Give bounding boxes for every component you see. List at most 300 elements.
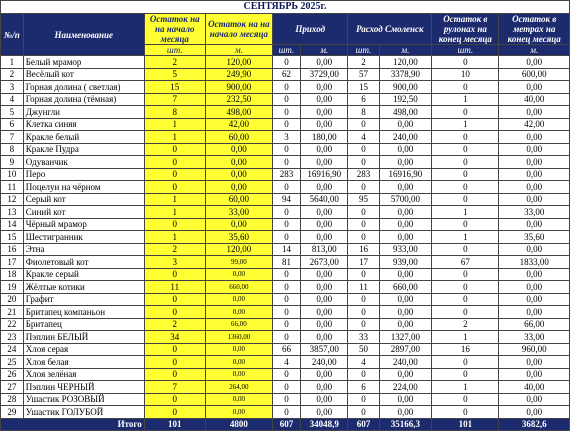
cell-name[interactable]: Горная долина ( светлая) <box>23 81 144 94</box>
cell-name[interactable]: Шестигранник <box>23 231 144 244</box>
cell-start-rolls[interactable]: 0 <box>144 293 205 306</box>
cell-income-m[interactable]: 180,00 <box>300 131 348 144</box>
cell-end-rolls[interactable]: 0 <box>432 81 499 94</box>
cell-expense-pcs[interactable]: 0 <box>348 318 379 331</box>
cell-end-rolls[interactable]: 0 <box>432 268 499 281</box>
cell-expense-pcs[interactable]: 0 <box>348 393 379 406</box>
cell-start-meters[interactable]: 0,00 <box>205 143 272 156</box>
cell-name[interactable]: Бритапец компаньон <box>23 306 144 319</box>
header-end-rolls[interactable]: Остаток в рулонах на конец месяца <box>432 14 499 45</box>
cell-end-rolls[interactable]: 2 <box>432 318 499 331</box>
cell-start-rolls[interactable]: 0 <box>144 143 205 156</box>
cell-expense-m[interactable]: 192,50 <box>379 93 432 106</box>
cell-income-pcs[interactable]: 0 <box>272 368 300 381</box>
totals-label[interactable]: Итого <box>1 418 145 431</box>
cell-start-rolls[interactable]: 7 <box>144 93 205 106</box>
cell-num[interactable]: 21 <box>1 306 24 319</box>
cell-expense-m[interactable]: 0,00 <box>379 393 432 406</box>
cell-end-meters[interactable]: 0,00 <box>499 106 570 119</box>
cell-start-rolls[interactable]: 2 <box>144 243 205 256</box>
cell-income-m[interactable]: 0,00 <box>300 81 348 94</box>
cell-end-rolls[interactable]: 0 <box>432 56 499 69</box>
cell-start-rolls[interactable]: 2 <box>144 318 205 331</box>
cell-income-pcs[interactable]: 81 <box>272 256 300 269</box>
cell-end-meters[interactable]: 0,00 <box>499 281 570 294</box>
cell-name[interactable]: Фиолетовый кот <box>23 256 144 269</box>
cell-expense-m[interactable]: 3378,90 <box>379 68 432 81</box>
cell-start-meters[interactable]: 42,00 <box>205 118 272 131</box>
cell-expense-m[interactable]: 5700,00 <box>379 193 432 206</box>
cell-income-m[interactable]: 0,00 <box>300 206 348 219</box>
cell-expense-pcs[interactable]: 0 <box>348 368 379 381</box>
cell-start-meters[interactable]: 264,00 <box>205 381 272 394</box>
cell-end-meters[interactable]: 0,00 <box>499 218 570 231</box>
cell-start-rolls[interactable]: 11 <box>144 281 205 294</box>
cell-num[interactable]: 17 <box>1 256 24 269</box>
cell-expense-pcs[interactable]: 0 <box>348 143 379 156</box>
cell-end-rolls[interactable]: 0 <box>432 168 499 181</box>
cell-income-m[interactable]: 0,00 <box>300 218 348 231</box>
cell-num[interactable]: 1 <box>1 56 24 69</box>
cell-expense-pcs[interactable]: 33 <box>348 331 379 344</box>
totals-emt[interactable]: 3682,6 <box>499 418 570 431</box>
totals-sm[interactable]: 4800 <box>205 418 272 431</box>
cell-end-rolls[interactable]: 0 <box>432 368 499 381</box>
cell-income-m[interactable]: 0,00 <box>300 293 348 306</box>
cell-end-meters[interactable]: 0,00 <box>499 243 570 256</box>
cell-income-m[interactable]: 16916,90 <box>300 168 348 181</box>
cell-income-pcs[interactable]: 0 <box>272 306 300 319</box>
cell-expense-m[interactable]: 240,00 <box>379 131 432 144</box>
cell-name[interactable]: Поцелуи на чёрном <box>23 181 144 194</box>
cell-income-m[interactable]: 0,00 <box>300 231 348 244</box>
cell-start-meters[interactable]: 120,00 <box>205 243 272 256</box>
cell-end-meters[interactable]: 0,00 <box>499 181 570 194</box>
cell-name[interactable]: Горная долина (тёмная) <box>23 93 144 106</box>
cell-num[interactable]: 24 <box>1 343 24 356</box>
cell-name[interactable]: Кракле Пудра <box>23 143 144 156</box>
cell-num[interactable]: 15 <box>1 231 24 244</box>
cell-end-meters[interactable]: 0,00 <box>499 368 570 381</box>
cell-expense-pcs[interactable]: 283 <box>348 168 379 181</box>
cell-income-m[interactable]: 0,00 <box>300 118 348 131</box>
cell-expense-m[interactable]: 0,00 <box>379 206 432 219</box>
cell-expense-pcs[interactable]: 8 <box>348 106 379 119</box>
cell-start-meters[interactable]: 0,00 <box>205 343 272 356</box>
cell-expense-m[interactable]: 1327,00 <box>379 331 432 344</box>
cell-start-rolls[interactable]: 34 <box>144 331 205 344</box>
cell-expense-m[interactable]: 0,00 <box>379 406 432 419</box>
cell-income-pcs[interactable]: 0 <box>272 93 300 106</box>
cell-income-pcs[interactable]: 0 <box>272 281 300 294</box>
cell-name[interactable]: Графит <box>23 293 144 306</box>
cell-income-m[interactable]: 5640,00 <box>300 193 348 206</box>
header-expense[interactable]: Расход Смоленск <box>348 14 432 45</box>
cell-start-meters[interactable]: 99,00 <box>205 256 272 269</box>
sub-expense-m[interactable]: м. <box>379 45 432 56</box>
cell-num[interactable]: 25 <box>1 356 24 369</box>
cell-name[interactable]: Этна <box>23 243 144 256</box>
cell-start-rolls[interactable]: 0 <box>144 356 205 369</box>
cell-end-rolls[interactable]: 0 <box>432 293 499 306</box>
cell-end-meters[interactable]: 0,00 <box>499 268 570 281</box>
cell-end-meters[interactable]: 0,00 <box>499 156 570 169</box>
cell-num[interactable]: 12 <box>1 193 24 206</box>
cell-expense-m[interactable]: 2897,00 <box>379 343 432 356</box>
cell-end-meters[interactable]: 0,00 <box>499 356 570 369</box>
cell-end-meters[interactable]: 40,00 <box>499 93 570 106</box>
cell-end-meters[interactable]: 1833,00 <box>499 256 570 269</box>
cell-expense-m[interactable]: 0,00 <box>379 143 432 156</box>
cell-start-meters[interactable]: 0,00 <box>205 218 272 231</box>
header-start-rolls[interactable]: Остаток на на начало месяца <box>144 14 205 45</box>
header-income[interactable]: Приход <box>272 14 348 45</box>
sub-income-pcs[interactable]: шт. <box>272 45 300 56</box>
cell-income-m[interactable]: 0,00 <box>300 393 348 406</box>
header-num[interactable]: №/п <box>1 14 24 56</box>
cell-start-rolls[interactable]: 3 <box>144 256 205 269</box>
cell-start-meters[interactable]: 1360,00 <box>205 331 272 344</box>
cell-start-meters[interactable]: 33,00 <box>205 206 272 219</box>
cell-end-meters[interactable]: 35,60 <box>499 231 570 244</box>
cell-num[interactable]: 14 <box>1 218 24 231</box>
cell-end-rolls[interactable]: 1 <box>432 206 499 219</box>
cell-name[interactable]: Хлоя зелёная <box>23 368 144 381</box>
cell-income-pcs[interactable]: 0 <box>272 293 300 306</box>
cell-start-meters[interactable]: 0,00 <box>205 406 272 419</box>
cell-name[interactable]: Хлоя белая <box>23 356 144 369</box>
cell-income-pcs[interactable]: 0 <box>272 381 300 394</box>
cell-end-rolls[interactable]: 0 <box>432 306 499 319</box>
cell-end-rolls[interactable]: 0 <box>432 281 499 294</box>
cell-income-m[interactable]: 813,00 <box>300 243 348 256</box>
cell-start-meters[interactable]: 249,90 <box>205 68 272 81</box>
cell-start-meters[interactable]: 0,00 <box>205 293 272 306</box>
cell-end-meters[interactable]: 42,00 <box>499 118 570 131</box>
cell-start-rolls[interactable]: 0 <box>144 368 205 381</box>
cell-end-rolls[interactable]: 0 <box>432 218 499 231</box>
cell-income-pcs[interactable]: 66 <box>272 343 300 356</box>
cell-income-pcs[interactable]: 0 <box>272 56 300 69</box>
cell-name[interactable]: Синий кот <box>23 206 144 219</box>
cell-start-rolls[interactable]: 0 <box>144 181 205 194</box>
cell-start-rolls[interactable]: 1 <box>144 206 205 219</box>
sub-end-rolls[interactable]: шт. <box>432 45 499 56</box>
cell-num[interactable]: 2 <box>1 68 24 81</box>
cell-start-meters[interactable]: 660,00 <box>205 281 272 294</box>
cell-expense-pcs[interactable]: 6 <box>348 381 379 394</box>
cell-expense-pcs[interactable]: 0 <box>348 181 379 194</box>
cell-num[interactable]: 13 <box>1 206 24 219</box>
cell-end-rolls[interactable]: 1 <box>432 231 499 244</box>
cell-expense-m[interactable]: 224,00 <box>379 381 432 394</box>
cell-expense-m[interactable]: 0,00 <box>379 318 432 331</box>
cell-income-m[interactable]: 240,00 <box>300 356 348 369</box>
cell-start-rolls[interactable]: 0 <box>144 406 205 419</box>
cell-name[interactable]: Серый кот <box>23 193 144 206</box>
cell-income-pcs[interactable]: 0 <box>272 318 300 331</box>
cell-num[interactable]: 8 <box>1 143 24 156</box>
cell-num[interactable]: 7 <box>1 131 24 144</box>
cell-num[interactable]: 3 <box>1 81 24 94</box>
totals-em[interactable]: 35166,3 <box>379 418 432 431</box>
cell-expense-pcs[interactable]: 16 <box>348 243 379 256</box>
cell-end-meters[interactable]: 40,00 <box>499 381 570 394</box>
header-name[interactable]: Наименование <box>23 14 144 56</box>
cell-num[interactable]: 19 <box>1 281 24 294</box>
cell-name[interactable]: Весёлый кот <box>23 68 144 81</box>
cell-expense-pcs[interactable]: 17 <box>348 256 379 269</box>
cell-income-m[interactable]: 0,00 <box>300 406 348 419</box>
cell-start-meters[interactable]: 498,00 <box>205 106 272 119</box>
cell-expense-pcs[interactable]: 57 <box>348 68 379 81</box>
cell-num[interactable]: 18 <box>1 268 24 281</box>
cell-start-meters[interactable]: 900,00 <box>205 81 272 94</box>
cell-start-rolls[interactable]: 0 <box>144 343 205 356</box>
cell-expense-m[interactable]: 0,00 <box>379 306 432 319</box>
cell-start-rolls[interactable]: 0 <box>144 218 205 231</box>
cell-start-meters[interactable]: 0,00 <box>205 268 272 281</box>
cell-income-pcs[interactable]: 0 <box>272 331 300 344</box>
cell-expense-pcs[interactable]: 0 <box>348 218 379 231</box>
totals-sr[interactable]: 101 <box>144 418 205 431</box>
cell-name[interactable]: Перо <box>23 168 144 181</box>
cell-start-meters[interactable]: 60,00 <box>205 193 272 206</box>
cell-start-meters[interactable]: 35,60 <box>205 231 272 244</box>
cell-income-m[interactable]: 0,00 <box>300 106 348 119</box>
cell-end-rolls[interactable]: 0 <box>432 193 499 206</box>
cell-income-m[interactable]: 0,00 <box>300 381 348 394</box>
cell-end-meters[interactable]: 0,00 <box>499 81 570 94</box>
cell-income-m[interactable]: 0,00 <box>300 156 348 169</box>
cell-expense-pcs[interactable]: 95 <box>348 193 379 206</box>
cell-expense-pcs[interactable]: 4 <box>348 131 379 144</box>
cell-expense-pcs[interactable]: 0 <box>348 406 379 419</box>
cell-income-m[interactable]: 2673,00 <box>300 256 348 269</box>
cell-income-pcs[interactable]: 283 <box>272 168 300 181</box>
cell-num[interactable]: 9 <box>1 156 24 169</box>
cell-start-rolls[interactable]: 5 <box>144 68 205 81</box>
cell-end-rolls[interactable]: 1 <box>432 381 499 394</box>
cell-end-rolls[interactable]: 0 <box>432 131 499 144</box>
cell-start-meters[interactable]: 0,00 <box>205 356 272 369</box>
cell-start-rolls[interactable]: 8 <box>144 106 205 119</box>
cell-income-pcs[interactable]: 14 <box>272 243 300 256</box>
cell-income-pcs[interactable]: 62 <box>272 68 300 81</box>
cell-end-rolls[interactable]: 1 <box>432 331 499 344</box>
cell-start-meters[interactable]: 0,00 <box>205 181 272 194</box>
header-end-meters[interactable]: Остаток в метрах на конец месяца <box>499 14 570 45</box>
cell-num[interactable]: 5 <box>1 106 24 119</box>
cell-end-meters[interactable]: 66,00 <box>499 318 570 331</box>
cell-name[interactable]: Одуванчик <box>23 156 144 169</box>
cell-expense-m[interactable]: 0,00 <box>379 181 432 194</box>
cell-income-pcs[interactable]: 0 <box>272 393 300 406</box>
sub-start-meters[interactable]: м. <box>205 45 272 56</box>
cell-income-m[interactable]: 0,00 <box>300 318 348 331</box>
cell-start-rolls[interactable]: 0 <box>144 168 205 181</box>
cell-income-m[interactable]: 3857,00 <box>300 343 348 356</box>
cell-start-rolls[interactable]: 1 <box>144 118 205 131</box>
cell-num[interactable]: 22 <box>1 318 24 331</box>
cell-start-rolls[interactable]: 2 <box>144 56 205 69</box>
sheet-title[interactable]: СЕНТЯБРЬ 2025г. <box>1 1 570 14</box>
cell-start-rolls[interactable]: 1 <box>144 193 205 206</box>
cell-expense-m[interactable]: 0,00 <box>379 293 432 306</box>
cell-end-rolls[interactable]: 0 <box>432 406 499 419</box>
cell-name[interactable]: Пэплин ЧЕРНЫЙ <box>23 381 144 394</box>
cell-end-rolls[interactable]: 1 <box>432 118 499 131</box>
cell-start-rolls[interactable]: 0 <box>144 156 205 169</box>
cell-num[interactable]: 6 <box>1 118 24 131</box>
sub-income-m[interactable]: м. <box>300 45 348 56</box>
cell-income-pcs[interactable]: 0 <box>272 118 300 131</box>
cell-num[interactable]: 10 <box>1 168 24 181</box>
cell-name[interactable]: Кракле серый <box>23 268 144 281</box>
cell-start-rolls[interactable]: 0 <box>144 268 205 281</box>
cell-income-pcs[interactable]: 4 <box>272 356 300 369</box>
cell-income-pcs[interactable]: 0 <box>272 156 300 169</box>
cell-name[interactable]: Белый мрамор <box>23 56 144 69</box>
totals-im[interactable]: 34048,9 <box>300 418 348 431</box>
cell-num[interactable]: 16 <box>1 243 24 256</box>
cell-end-meters[interactable]: 0,00 <box>499 406 570 419</box>
cell-income-m[interactable]: 0,00 <box>300 143 348 156</box>
cell-end-rolls[interactable]: 10 <box>432 68 499 81</box>
cell-num[interactable]: 4 <box>1 93 24 106</box>
cell-num[interactable]: 28 <box>1 393 24 406</box>
cell-num[interactable]: 11 <box>1 181 24 194</box>
sub-end-meters[interactable]: м. <box>499 45 570 56</box>
cell-end-rolls[interactable]: 16 <box>432 343 499 356</box>
header-start-meters[interactable]: Остаток на на начало месяца <box>205 14 272 45</box>
cell-end-rolls[interactable]: 0 <box>432 143 499 156</box>
totals-ep[interactable]: 607 <box>348 418 379 431</box>
cell-expense-pcs[interactable]: 0 <box>348 231 379 244</box>
cell-income-m[interactable]: 0,00 <box>300 56 348 69</box>
cell-income-pcs[interactable]: 3 <box>272 131 300 144</box>
cell-start-rolls[interactable]: 7 <box>144 381 205 394</box>
cell-income-pcs[interactable]: 0 <box>272 106 300 119</box>
cell-end-rolls[interactable]: 0 <box>432 356 499 369</box>
cell-income-m[interactable]: 0,00 <box>300 331 348 344</box>
cell-expense-m[interactable]: 120,00 <box>379 56 432 69</box>
cell-start-meters[interactable]: 60,00 <box>205 131 272 144</box>
cell-expense-m[interactable]: 939,00 <box>379 256 432 269</box>
cell-start-meters[interactable]: 0,00 <box>205 306 272 319</box>
cell-end-meters[interactable]: 0,00 <box>499 143 570 156</box>
cell-expense-m[interactable]: 240,00 <box>379 356 432 369</box>
cell-expense-pcs[interactable]: 15 <box>348 81 379 94</box>
cell-income-m[interactable]: 0,00 <box>300 93 348 106</box>
cell-income-m[interactable]: 0,00 <box>300 306 348 319</box>
cell-income-pcs[interactable]: 94 <box>272 193 300 206</box>
cell-income-pcs[interactable]: 0 <box>272 143 300 156</box>
cell-start-rolls[interactable]: 1 <box>144 231 205 244</box>
totals-ip[interactable]: 607 <box>272 418 300 431</box>
cell-expense-m[interactable]: 16916,90 <box>379 168 432 181</box>
cell-start-meters[interactable]: 0,00 <box>205 393 272 406</box>
cell-expense-m[interactable]: 0,00 <box>379 268 432 281</box>
cell-expense-m[interactable]: 933,00 <box>379 243 432 256</box>
cell-num[interactable]: 20 <box>1 293 24 306</box>
cell-end-meters[interactable]: 0,00 <box>499 306 570 319</box>
cell-end-meters[interactable]: 0,00 <box>499 193 570 206</box>
cell-expense-pcs[interactable]: 0 <box>348 206 379 219</box>
cell-start-meters[interactable]: 120,00 <box>205 56 272 69</box>
cell-end-meters[interactable]: 600,00 <box>499 68 570 81</box>
cell-num[interactable]: 27 <box>1 381 24 394</box>
cell-name[interactable]: Бритапец <box>23 318 144 331</box>
cell-income-pcs[interactable]: 0 <box>272 81 300 94</box>
cell-expense-pcs[interactable]: 2 <box>348 56 379 69</box>
cell-start-meters[interactable]: 0,00 <box>205 168 272 181</box>
cell-expense-m[interactable]: 0,00 <box>379 118 432 131</box>
cell-income-pcs[interactable]: 0 <box>272 268 300 281</box>
cell-name[interactable]: Чёрный мрамор <box>23 218 144 231</box>
cell-income-m[interactable]: 3729,00 <box>300 68 348 81</box>
cell-end-meters[interactable]: 0,00 <box>499 168 570 181</box>
cell-name[interactable]: Ушастик ГОЛУБОЙ <box>23 406 144 419</box>
cell-end-rolls[interactable]: 0 <box>432 181 499 194</box>
cell-expense-pcs[interactable]: 0 <box>348 268 379 281</box>
cell-expense-pcs[interactable]: 0 <box>348 118 379 131</box>
cell-end-meters[interactable]: 0,00 <box>499 393 570 406</box>
cell-name[interactable]: Хлоя серая <box>23 343 144 356</box>
sub-expense-pcs[interactable]: шт. <box>348 45 379 56</box>
totals-er[interactable]: 101 <box>432 418 499 431</box>
cell-end-rolls[interactable]: 67 <box>432 256 499 269</box>
cell-end-meters[interactable]: 0,00 <box>499 293 570 306</box>
cell-end-meters[interactable]: 0,00 <box>499 131 570 144</box>
cell-expense-m[interactable]: 900,00 <box>379 81 432 94</box>
cell-income-pcs[interactable]: 0 <box>272 206 300 219</box>
cell-expense-m[interactable]: 498,00 <box>379 106 432 119</box>
cell-income-pcs[interactable]: 0 <box>272 231 300 244</box>
cell-name[interactable]: Пэплин БЕЛЫЙ <box>23 331 144 344</box>
cell-income-m[interactable]: 0,00 <box>300 368 348 381</box>
cell-expense-m[interactable]: 0,00 <box>379 231 432 244</box>
cell-expense-pcs[interactable]: 4 <box>348 356 379 369</box>
cell-expense-pcs[interactable]: 50 <box>348 343 379 356</box>
cell-name[interactable]: Ушастик РОЗОВЫЙ <box>23 393 144 406</box>
cell-name[interactable]: Жёлтые котики <box>23 281 144 294</box>
cell-income-pcs[interactable]: 0 <box>272 181 300 194</box>
cell-start-rolls[interactable]: 1 <box>144 131 205 144</box>
cell-income-m[interactable]: 0,00 <box>300 281 348 294</box>
cell-name[interactable]: Джунгли <box>23 106 144 119</box>
cell-name[interactable]: Кракле белый <box>23 131 144 144</box>
cell-expense-m[interactable]: 0,00 <box>379 218 432 231</box>
cell-start-meters[interactable]: 232,50 <box>205 93 272 106</box>
cell-start-meters[interactable]: 0,00 <box>205 368 272 381</box>
cell-expense-m[interactable]: 0,00 <box>379 368 432 381</box>
cell-end-rolls[interactable]: 0 <box>432 106 499 119</box>
cell-expense-m[interactable]: 0,00 <box>379 156 432 169</box>
cell-end-rolls[interactable]: 0 <box>432 243 499 256</box>
cell-end-rolls[interactable]: 1 <box>432 93 499 106</box>
cell-num[interactable]: 23 <box>1 331 24 344</box>
cell-num[interactable]: 29 <box>1 406 24 419</box>
cell-start-rolls[interactable]: 0 <box>144 306 205 319</box>
cell-expense-pcs[interactable]: 6 <box>348 93 379 106</box>
cell-name[interactable]: Клетка синяя <box>23 118 144 131</box>
cell-end-rolls[interactable]: 0 <box>432 393 499 406</box>
cell-income-pcs[interactable]: 0 <box>272 406 300 419</box>
cell-start-rolls[interactable]: 15 <box>144 81 205 94</box>
cell-end-meters[interactable]: 33,00 <box>499 206 570 219</box>
cell-expense-pcs[interactable]: 0 <box>348 306 379 319</box>
